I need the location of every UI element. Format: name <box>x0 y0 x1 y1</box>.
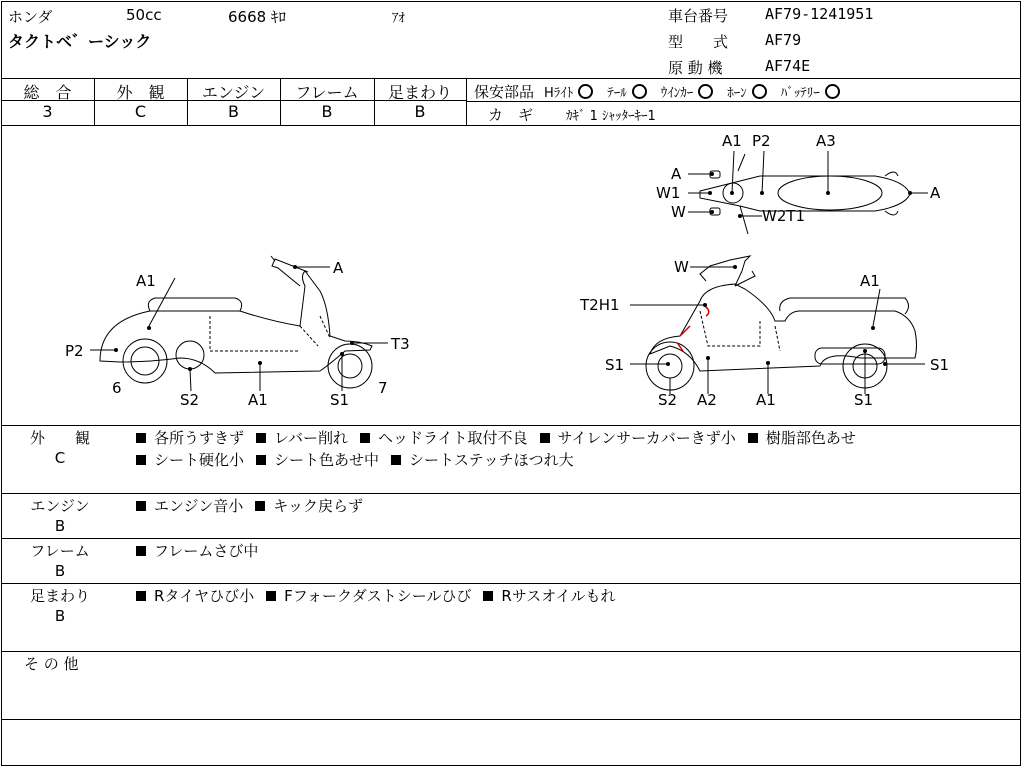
safety-item-tail: ﾃｰﾙ <box>607 86 627 101</box>
note-item: サイレンサーカバーきず小 <box>557 429 736 447</box>
note-item: フレームさび中 <box>154 542 259 560</box>
label-right-s1-rear: S1 <box>854 391 874 409</box>
grade-value-engine: B <box>228 102 239 121</box>
note-item: キック戻らず <box>273 497 363 515</box>
label-top-a1: A1 <box>722 132 742 150</box>
maker: ホンダ <box>8 8 53 26</box>
label-left-a1-bottom: A1 <box>248 391 268 409</box>
note-item: Fフォークダストシールひび <box>284 587 472 605</box>
label-left-t3: T3 <box>391 335 410 353</box>
bullet-square-icon <box>483 591 493 601</box>
notes-items <box>136 540 1016 562</box>
bullet-square-icon <box>136 546 146 556</box>
note-item: シート硬化小 <box>154 451 245 469</box>
scooter-damage-diagram <box>0 126 1024 426</box>
bullet-square-icon <box>540 433 550 443</box>
label-left-a1: A1 <box>136 272 156 290</box>
safety-item-winker: ｳｲﾝｶｰ <box>660 86 694 101</box>
notes-head: エンジン <box>30 497 90 515</box>
ok-circle-icon <box>698 84 713 99</box>
label-top-w2t1: W2T1 <box>762 207 806 225</box>
grade-label-engine: エンジン <box>201 83 266 102</box>
type-label: 型 式 <box>668 33 729 51</box>
ok-circle-icon <box>632 84 647 99</box>
key-label: カ ギ <box>488 106 534 124</box>
label-left-p2: P2 <box>65 342 84 360</box>
label-left-s2: S2 <box>180 391 200 409</box>
label-top-w1: W1 <box>656 184 681 202</box>
notes-grade: B <box>54 562 66 580</box>
note-item: シートステッチほつれ大 <box>409 451 574 469</box>
grade-label-exterior: 外 観 <box>116 83 165 102</box>
bullet-square-icon <box>266 591 276 601</box>
divider <box>1 583 1021 584</box>
note-item: エンジン音小 <box>154 497 244 515</box>
divider <box>1 538 1021 539</box>
label-right-a2: A2 <box>697 391 717 409</box>
notes-grade: B <box>54 607 66 625</box>
bullet-square-icon <box>748 433 758 443</box>
label-left-7: 7 <box>378 379 388 397</box>
label-top-a3: A3 <box>816 132 836 150</box>
label-right-s2: S2 <box>658 391 678 409</box>
type-value: AF79 <box>765 31 802 49</box>
label-left-s1: S1 <box>330 391 350 409</box>
label-right-a1: A1 <box>860 272 880 290</box>
key-value: ｶｷﾞ 1 ｼｬｯﾀｰｷｰ1 <box>566 109 656 124</box>
bullet-square-icon <box>256 455 266 465</box>
safety-item-horn: ﾎｰﾝ <box>727 86 747 101</box>
divider <box>1 719 1021 720</box>
bullet-square-icon <box>136 501 146 511</box>
bullet-square-icon <box>391 455 401 465</box>
grade-label-frame: フレーム <box>295 83 359 102</box>
ok-circle-icon <box>825 84 840 99</box>
label-right-s1-front: S1 <box>605 356 625 374</box>
safety-item-headlight: Hﾗｲﾄ <box>544 86 574 101</box>
divider <box>1 78 1021 79</box>
notes-items <box>136 585 1016 607</box>
label-left-a: A <box>333 259 344 277</box>
grade-value-exterior: C <box>134 102 147 121</box>
label-top-p2: P2 <box>752 132 771 150</box>
notes-items <box>136 495 1016 517</box>
label-top-a: A <box>671 165 682 183</box>
ok-circle-icon <box>578 84 593 99</box>
label-left-6: 6 <box>112 379 122 397</box>
frame-no-label: 車台番号 <box>668 7 729 25</box>
notes-head: 外 観 <box>29 429 90 447</box>
engine-label: 原 動 機 <box>668 59 723 77</box>
bullet-square-icon <box>256 433 266 443</box>
divider <box>1 425 1021 426</box>
bullet-square-icon <box>136 433 146 443</box>
note-item: Rサスオイルもれ <box>501 587 616 605</box>
notes-head: フレーム <box>30 542 90 560</box>
note-item: 樹脂部色あせ <box>765 429 856 447</box>
divider <box>1 651 1021 652</box>
label-top-a-rear: A <box>930 184 941 202</box>
frame-no: AF79-1241951 <box>765 5 874 23</box>
bullet-square-icon <box>255 501 265 511</box>
note-item: 各所うすきず <box>154 429 245 447</box>
notes-head: そ の 他 <box>24 655 79 673</box>
divider <box>1 493 1021 494</box>
label-top-w: W <box>671 203 686 221</box>
bullet-square-icon <box>360 433 370 443</box>
engine-value: AF74E <box>765 57 811 75</box>
notes-head: 足まわり <box>29 587 90 605</box>
ok-circle-icon <box>752 84 767 99</box>
label-right-t2h1: T2H1 <box>580 296 620 314</box>
grade-value-total: 3 <box>42 102 53 121</box>
mileage: 6668 ｷﾛ <box>228 8 286 26</box>
color: ｱｵ <box>392 11 405 26</box>
divider <box>466 78 467 125</box>
grade-value-frame: B <box>321 102 333 121</box>
grade-value-suspension: B <box>414 102 426 121</box>
notes-grade: B <box>54 517 66 535</box>
model-name: タクトベ゛ーシック <box>8 32 152 51</box>
note-item: Rタイヤひび小 <box>154 587 255 605</box>
notes-grade: C <box>54 449 66 467</box>
safety-parts-row <box>474 81 840 102</box>
bullet-square-icon <box>136 591 146 601</box>
label-right-s1-exhaust: S1 <box>930 356 950 374</box>
note-item: シート色あせ中 <box>274 451 380 469</box>
note-item: レバー削れ <box>274 429 348 447</box>
safety-label: 保安部品 <box>474 83 535 101</box>
bullet-square-icon <box>136 455 146 465</box>
grade-label-total: 総 合 <box>23 83 72 102</box>
safety-item-battery: ﾊﾞｯﾃﾘｰ <box>780 86 820 101</box>
label-right-w: W <box>674 258 689 276</box>
displacement: 50cc <box>126 6 162 24</box>
notes-items <box>136 427 1016 471</box>
note-item: ヘッドライト取付不良 <box>377 429 528 447</box>
label-right-a1-bottom: A1 <box>756 391 776 409</box>
grade-label-suspension: 足まわり <box>387 83 452 102</box>
